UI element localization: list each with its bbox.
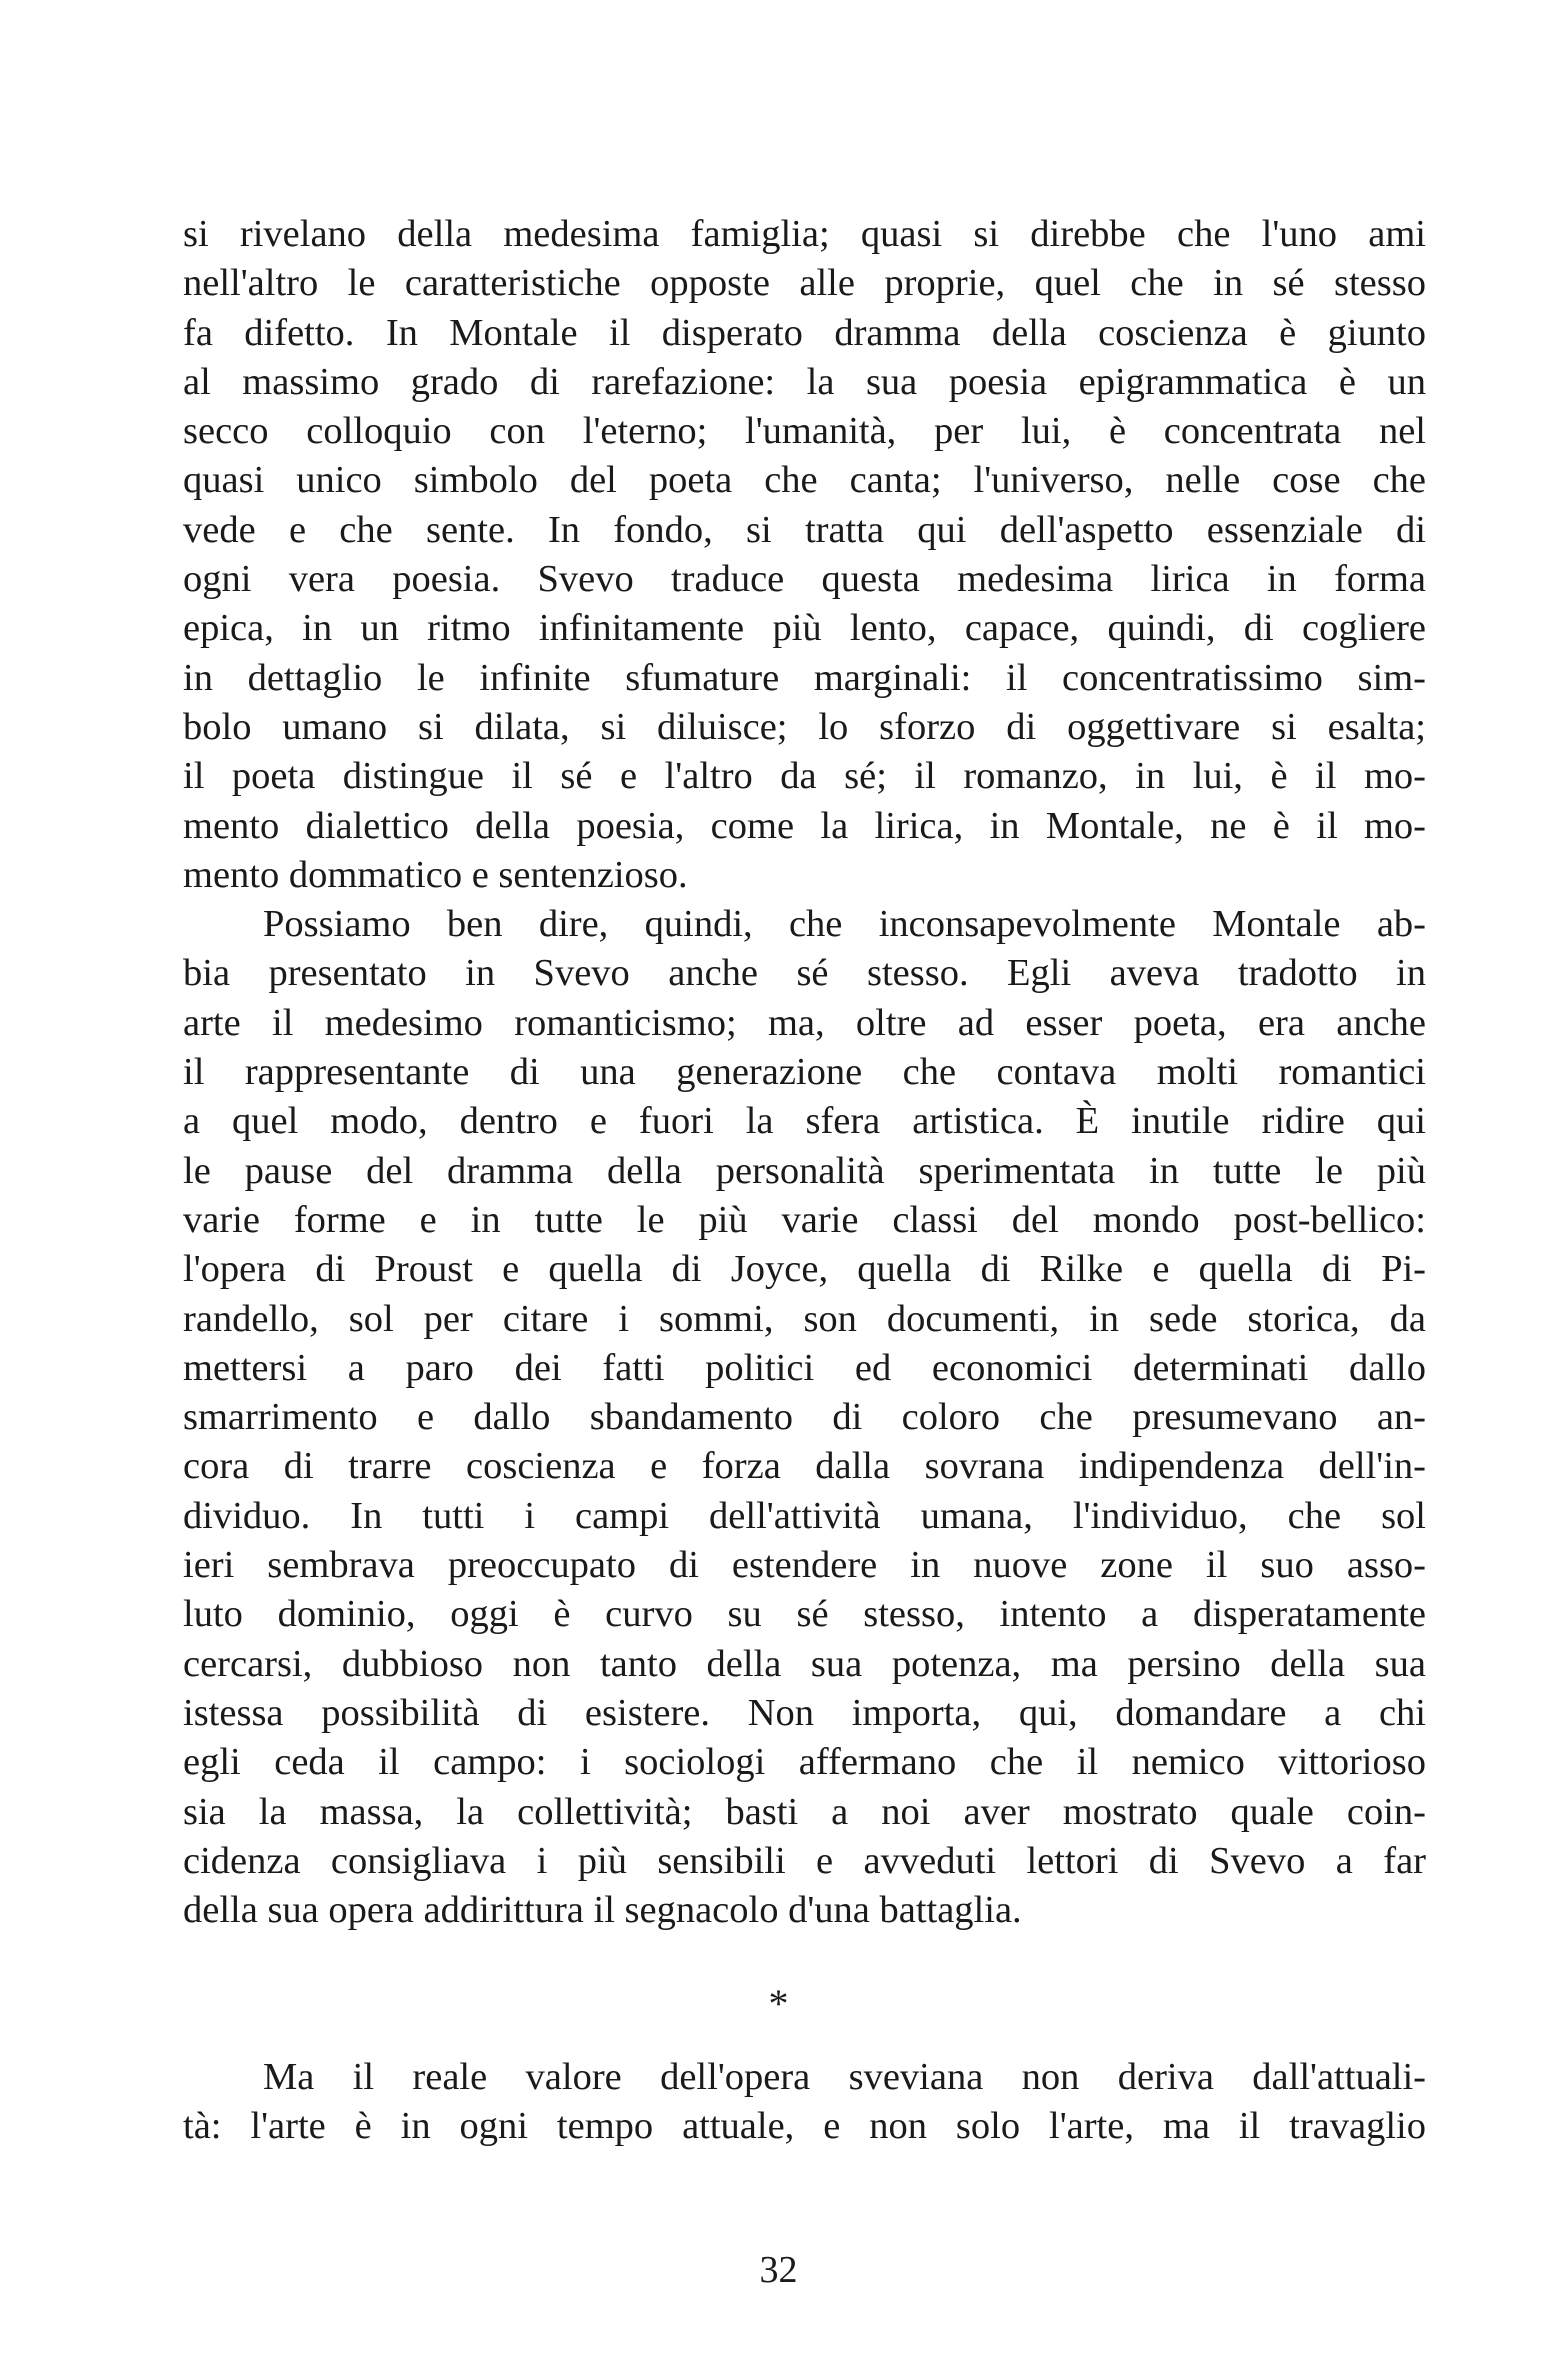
text-line: nell'altro le caratteristiche opposte alle proprie, quel che in sé stesso xyxy=(183,262,1426,305)
text-line: egli ceda il campo: i sociologi affermano che il nemico vittorioso xyxy=(183,1741,1426,1784)
text-line: si rivelano della medesima famiglia; quasi si direbbe che l'uno ami xyxy=(183,213,1426,255)
text-line: cercarsi, dubbioso non tanto della sua potenza, ma persino della sua xyxy=(183,1642,1426,1685)
paragraph-3 xyxy=(183,2053,1426,2152)
text-line: in dettaglio le infinite sfumature marginali: il concentratissimo sim- xyxy=(183,656,1426,699)
text-line: della sua opera addirittura il segnacolo d'una battaglia. xyxy=(183,1889,1022,1932)
text-line: al massimo grado di rarefazione: la sua poesia epigrammatica è un xyxy=(183,360,1426,403)
text-line: smarrimento e dallo sbandamento di coloro che presumevano an- xyxy=(183,1396,1426,1439)
text-line: epica, in un ritmo infinitamente più lento, capace, quindi, di cogliere xyxy=(183,607,1426,650)
text-line: quasi unico simbolo del poeta che canta; l'universo, nelle cose che xyxy=(183,459,1426,502)
text-line: le pause del dramma della personalità sperimentata in tutte le più xyxy=(183,1149,1426,1192)
text-line: mento dommatico e sentenzioso. xyxy=(183,853,688,896)
text-line: mettersi a paro dei fatti politici ed economici determinati dallo xyxy=(183,1346,1426,1389)
text-line: Possiamo ben dire, quindi, che inconsapevolmente Montale ab- xyxy=(263,903,1426,946)
text-line: luto dominio, oggi è curvo su sé stesso, intento a disperatamente xyxy=(183,1593,1426,1636)
text-line: il poeta distingue il sé e l'altro da sé; il romanzo, in lui, è il mo- xyxy=(183,755,1426,798)
text-line: l'opera di Proust e quella di Joyce, quella di Rilke e quella di Pi- xyxy=(183,1248,1426,1291)
text-line: randello, sol per citare i sommi, son documenti, in sede storica, da xyxy=(183,1297,1426,1340)
text-line: arte il medesimo romanticismo; ma, oltre ad esser poeta, era anche xyxy=(183,1001,1426,1044)
text-line: ogni vera poesia. Svevo traduce questa medesima lirica in forma xyxy=(183,558,1426,601)
paragraph-2 xyxy=(183,900,1426,1935)
text-line: bolo umano si dilata, si diluisce; lo sforzo di oggettivare si esalta; xyxy=(183,705,1426,748)
text-line: Ma il reale valore dell'opera sveviana non deriva dall'attuali- xyxy=(263,2056,1426,2098)
text-line: ieri sembrava preoccupato di estendere in nuove zone il suo asso- xyxy=(183,1544,1426,1587)
text-line: varie forme e in tutte le più varie classi del mondo post-bellico: xyxy=(183,1198,1426,1241)
text-line: vede e che sente. In fondo, si tratta qui dell'aspetto essenziale di xyxy=(183,508,1426,551)
paragraph-1 xyxy=(183,210,1426,900)
text-line: cora di trarre coscienza e forza dalla sovrana indipendenza dell'in- xyxy=(183,1445,1426,1488)
text-line: secco colloquio con l'eterno; l'umanità, per lui, è concentrata nel xyxy=(183,410,1426,453)
text-line: fa difetto. In Montale il disperato dramma della coscienza è giunto xyxy=(183,311,1426,354)
text-line: mento dialettico della poesia, come la lirica, in Montale, ne è il mo- xyxy=(183,804,1426,847)
text-line: il rappresentante di una generazione che contava molti romantici xyxy=(183,1051,1426,1094)
text-line: dividuo. In tutti i campi dell'attività umana, l'individuo, che sol xyxy=(183,1494,1426,1537)
text-line: sia la massa, la collettività; basti a noi aver mostrato quale coin- xyxy=(183,1790,1426,1833)
text-line: istessa possibilità di esistere. Non importa, qui, domandare a chi xyxy=(183,1691,1426,1734)
text-line: bia presentato in Svevo anche sé stesso. Egli aveva tradotto in xyxy=(183,952,1426,995)
text-line: tà: l'arte è in ogni tempo attuale, e non solo l'arte, ma il travaglio xyxy=(183,2105,1426,2148)
text-line: cidenza consigliava i più sensibili e avveduti lettori di Svevo a far xyxy=(183,1839,1426,1882)
section-separator: * xyxy=(768,1981,789,2026)
text-line: a quel modo, dentro e fuori la sfera artistica. È inutile ridire qui xyxy=(183,1100,1426,1143)
page-body xyxy=(183,210,1426,1935)
page-number: 32 xyxy=(759,2249,798,2291)
